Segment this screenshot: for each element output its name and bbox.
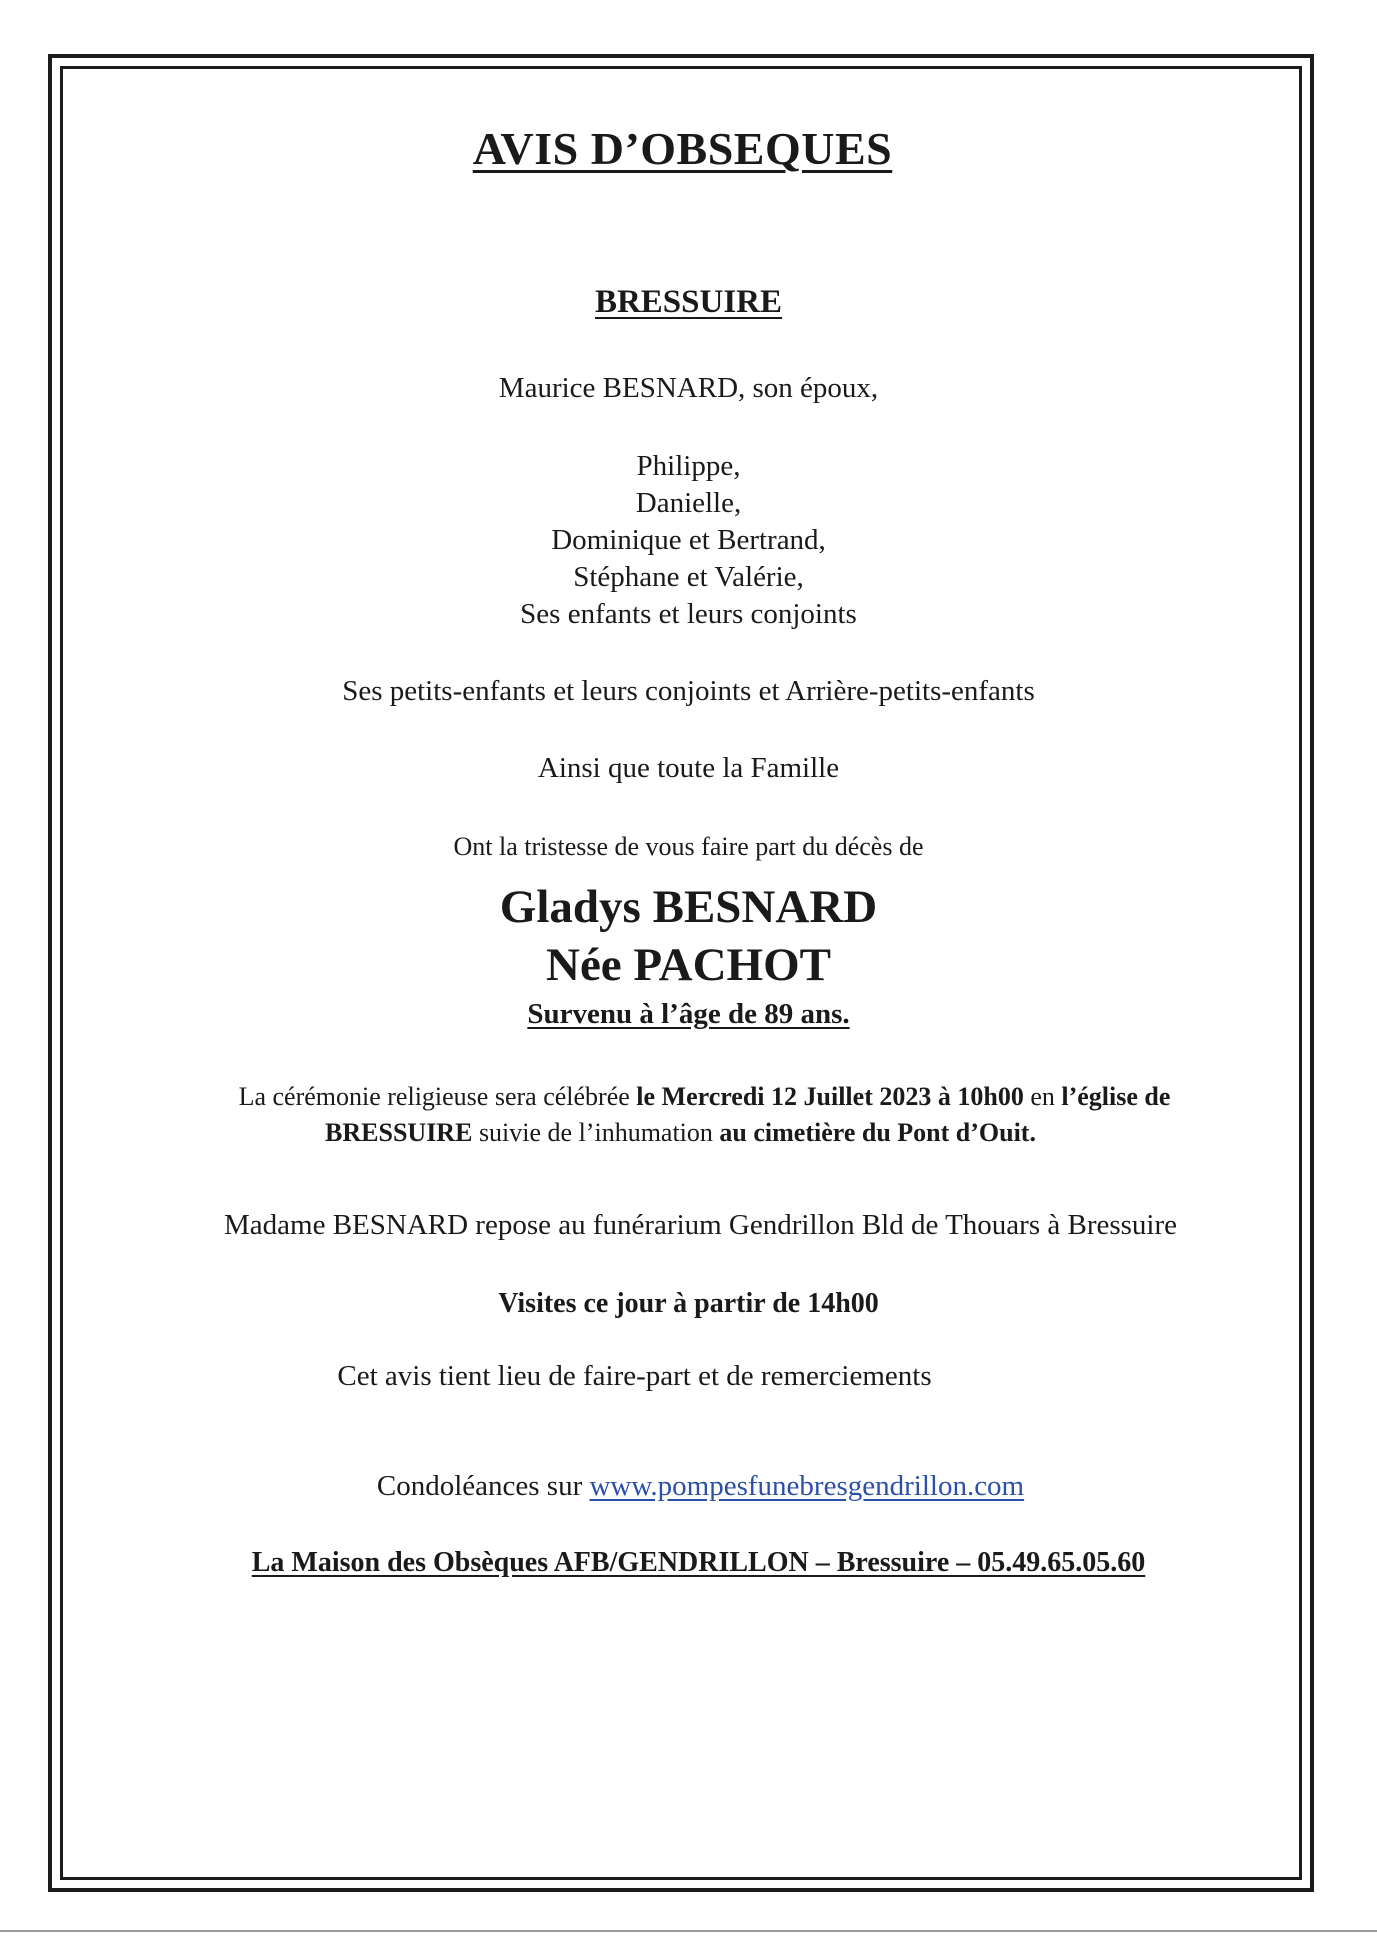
spouse-line: Maurice BESNARD, son époux,	[498, 372, 879, 404]
notice-line: Cet avis tient lieu de faire-part et de remerciements	[337, 1360, 932, 1392]
children-summary-line: Ses enfants et leurs conjoints	[520, 598, 857, 630]
city-heading: BRESSUIRE	[594, 284, 783, 320]
condolences-link[interactable]: www.pompesfunebresgendrillon.com	[589, 1470, 1025, 1502]
child-line: Stéphane et Valérie,	[573, 561, 804, 593]
condolences-label: Condoléances sur	[376, 1470, 590, 1502]
visits-line: Visites ce jour à partir de 14h00	[498, 1288, 879, 1319]
child-line: Dominique et Bertrand,	[551, 524, 826, 556]
page-title: AVIS D’OBSEQUES	[472, 123, 893, 174]
ceremony-text: La cérémonie religieuse sera célébrée	[238, 1082, 637, 1111]
family-line: Ainsi que toute la Famille	[537, 752, 840, 784]
condolences-line	[12, 1470, 1377, 1503]
ceremony-line-1	[16, 1082, 1377, 1112]
intro-line: Ont la tristesse de vous faire part du décès de	[453, 832, 924, 861]
ceremony-date: le Mercredi 12 Juillet 2023 à 10h00	[636, 1082, 1024, 1111]
child-line: Philippe,	[636, 450, 741, 482]
page-edge-line	[0, 1930, 1377, 1932]
funeral-home-footer: La Maison des Obsèques AFB/GENDRILLON – Bressuire – 05.49.65.05.60	[251, 1547, 1146, 1578]
age-line: Survenu à l’âge de 89 ans.	[527, 998, 850, 1030]
grandchildren-line: Ses petits-enfants et leurs conjoints et Arrière-petits-enfants	[342, 675, 1035, 707]
ceremony-place: l’église de	[1061, 1082, 1171, 1111]
deceased-name: Gladys BESNARD	[499, 881, 878, 933]
cemetery-name: au cimetière du Pont d’Ouit.	[719, 1118, 1036, 1147]
ceremony-text: en	[1023, 1082, 1062, 1111]
ceremony-line-2	[0, 1118, 1369, 1148]
maiden-name: Née PACHOT	[546, 939, 831, 991]
child-line: Danielle,	[635, 487, 742, 519]
ceremony-town: BRESSUIRE	[325, 1118, 473, 1147]
ceremony-text: suivie de l’inhumation	[472, 1118, 720, 1147]
rest-place-line: Madame BESNARD repose au funérarium Gendrillon Bld de Thouars à Bressuire	[223, 1209, 1178, 1241]
